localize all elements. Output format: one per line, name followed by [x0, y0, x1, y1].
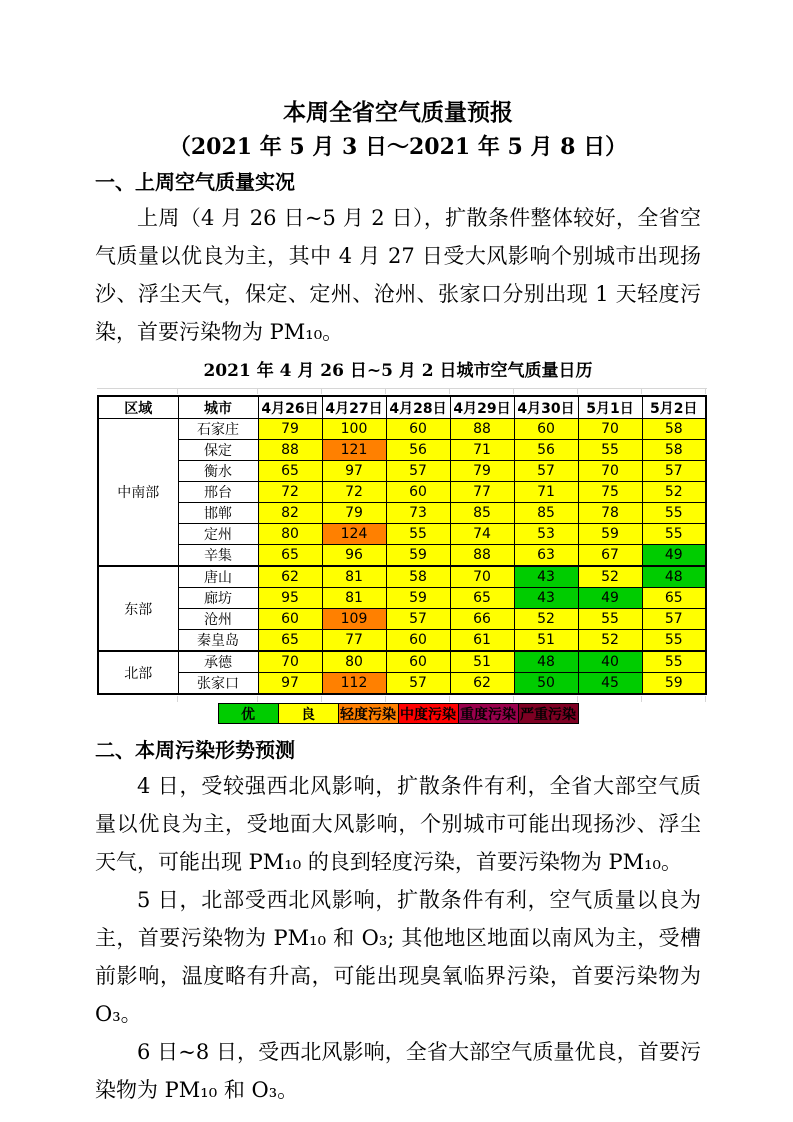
aqi-value-cell: 55 [642, 651, 706, 673]
gridline-stub [321, 388, 322, 394]
aqi-value-cell: 59 [386, 545, 450, 567]
aqi-value-cell: 71 [514, 482, 578, 503]
aqi-value-cell: 63 [514, 545, 578, 567]
aqi-value-cell: 53 [514, 524, 578, 545]
table-row [98, 503, 706, 524]
aqi-value-cell: 81 [322, 588, 386, 609]
aqi-value-cell: 62 [450, 673, 514, 695]
gridline-stub [97, 388, 707, 389]
aqi-value-cell: 51 [450, 651, 514, 673]
aqi-value-cell: 40 [578, 651, 642, 673]
aqi-value-cell: 70 [258, 651, 322, 673]
legend-item: 严重污染 [518, 703, 579, 724]
forecast-paragraph-day4: 4 日，受较强西北风影响，扩散条件有利，全省大部空气质量以优良为主，受地面大风影响，个别城市可能出现扬沙、浮尘天气，可能出现 PM₁₀ 的良到轻度污染，首要污染物为 PM₁₀。 [95, 774, 701, 874]
aqi-value-cell: 60 [258, 609, 322, 630]
table-row [98, 440, 706, 461]
region-group [98, 419, 706, 567]
city-cell: 石家庄 [178, 419, 258, 440]
table-row [98, 630, 706, 652]
aqi-value-cell: 43 [514, 588, 578, 609]
column-header: 5月2日 [642, 396, 706, 419]
aqi-value-cell: 97 [258, 673, 322, 695]
aqi-value-cell: 52 [514, 609, 578, 630]
aqi-value-cell: 66 [450, 609, 514, 630]
table-row [98, 673, 706, 695]
aqi-value-cell: 79 [258, 419, 322, 440]
aqi-value-cell: 79 [322, 503, 386, 524]
aqi-value-cell: 55 [386, 524, 450, 545]
aqi-value-cell: 60 [514, 419, 578, 440]
legend-item: 重度污染 [458, 703, 519, 724]
aqi-value-cell: 50 [514, 673, 578, 695]
legend-item: 轻度污染 [338, 703, 399, 724]
aqi-value-cell: 65 [642, 588, 706, 609]
aqi-value-cell: 60 [386, 630, 450, 652]
gridline-stub [321, 696, 322, 702]
gridline-stub [385, 696, 386, 702]
region-cell: 北部 [98, 651, 178, 694]
table-row [98, 588, 706, 609]
city-cell: 唐山 [178, 566, 258, 588]
aqi-value-cell: 58 [642, 440, 706, 461]
aqi-value-cell: 100 [322, 419, 386, 440]
city-cell: 邢台 [178, 482, 258, 503]
city-cell: 保定 [178, 440, 258, 461]
aqi-value-cell: 77 [450, 482, 514, 503]
gridline-stub [449, 388, 450, 394]
aqi-value-cell: 59 [578, 524, 642, 545]
aqi-value-cell: 70 [450, 566, 514, 588]
aqi-value-cell: 79 [450, 461, 514, 482]
column-header: 4月30日 [514, 396, 578, 419]
table-row [98, 419, 706, 440]
aqi-value-cell: 52 [578, 630, 642, 652]
aqi-legend [95, 703, 701, 724]
table-row [98, 524, 706, 545]
section2-heading: 二、本周污染形势预测 [95, 738, 295, 762]
aqi-value-cell: 55 [642, 630, 706, 652]
aqi-value-cell: 58 [386, 566, 450, 588]
gridline-stub [641, 696, 642, 702]
city-cell: 廊坊 [178, 588, 258, 609]
region-cell: 东部 [98, 566, 178, 651]
aqi-value-cell: 59 [386, 588, 450, 609]
gridline-stub [177, 696, 178, 702]
aqi-value-cell: 85 [514, 503, 578, 524]
gridline-stub [257, 696, 258, 702]
gridline-stub [385, 388, 386, 394]
aqi-value-cell: 55 [642, 524, 706, 545]
gridline-stub [705, 696, 706, 702]
aqi-value-cell: 77 [322, 630, 386, 652]
table-row [98, 545, 706, 567]
table-row [98, 609, 706, 630]
column-header: 4月26日 [258, 396, 322, 419]
gridline-stub [449, 696, 450, 702]
aqi-value-cell: 62 [258, 566, 322, 588]
forecast-paragraph-day6to8: 6 日~8 日，受西北风影响，全省大部空气质量优良，首要污染物为 PM₁₀ 和 O₃。 [95, 1040, 701, 1102]
gridline-stub [705, 388, 706, 394]
table-row [98, 461, 706, 482]
aqi-value-cell: 80 [322, 651, 386, 673]
aqi-value-cell: 57 [642, 461, 706, 482]
aqi-value-cell: 121 [322, 440, 386, 461]
aqi-value-cell: 78 [578, 503, 642, 524]
aqi-value-cell: 70 [578, 461, 642, 482]
city-cell: 衡水 [178, 461, 258, 482]
column-header: 4月27日 [322, 396, 386, 419]
aqi-value-cell: 65 [258, 461, 322, 482]
document-subtitle: （2021 年 5 月 3 日～2021 年 5 月 8 日） [168, 134, 628, 160]
column-header: 4月28日 [386, 396, 450, 419]
aqi-value-cell: 112 [322, 673, 386, 695]
aqi-value-cell: 60 [386, 482, 450, 503]
column-header: 城市 [178, 396, 258, 419]
table-row [98, 566, 706, 588]
aqi-value-cell: 57 [514, 461, 578, 482]
aqi-value-cell: 55 [578, 440, 642, 461]
section1-paragraph: 上周（4 月 26 日~5 月 2 日），扩散条件整体较好，全省空气质量以优良为主，其中 4 月 27 日受大风影响个别城市出现扬沙、浮尘天气，保定、定州、沧州、张家口分别出现 1 天轻度污染，首要污染物为 PM₁₀。 [95, 206, 701, 344]
aqi-value-cell: 57 [642, 609, 706, 630]
region-cell: 中南部 [98, 419, 178, 567]
aqi-value-cell: 97 [322, 461, 386, 482]
region-group [98, 651, 706, 694]
aqi-value-cell: 82 [258, 503, 322, 524]
aqi-value-cell: 65 [450, 588, 514, 609]
calendar-table-wrap [97, 395, 709, 695]
gridline-stub [641, 388, 642, 394]
aqi-value-cell: 88 [450, 545, 514, 567]
aqi-value-cell: 57 [386, 461, 450, 482]
aqi-value-cell: 56 [514, 440, 578, 461]
aqi-value-cell: 65 [258, 630, 322, 652]
aqi-value-cell: 80 [258, 524, 322, 545]
city-cell: 辛集 [178, 545, 258, 567]
aqi-value-cell: 55 [642, 503, 706, 524]
aqi-value-cell: 52 [642, 482, 706, 503]
aqi-value-cell: 55 [578, 609, 642, 630]
aqi-value-cell: 57 [386, 609, 450, 630]
aqi-value-cell: 60 [386, 651, 450, 673]
region-group [98, 566, 706, 651]
gridline-stub [577, 388, 578, 394]
city-cell: 沧州 [178, 609, 258, 630]
aqi-value-cell: 75 [578, 482, 642, 503]
aqi-value-cell: 88 [258, 440, 322, 461]
legend-item: 优 [218, 703, 279, 724]
aqi-value-cell: 109 [322, 609, 386, 630]
aqi-value-cell: 52 [578, 566, 642, 588]
table-row [98, 651, 706, 673]
aqi-value-cell: 49 [578, 588, 642, 609]
aqi-calendar-table [97, 395, 707, 695]
gridline-stub [577, 696, 578, 702]
aqi-value-cell: 72 [258, 482, 322, 503]
aqi-value-cell: 51 [514, 630, 578, 652]
legend-item: 中度污染 [398, 703, 459, 724]
aqi-value-cell: 70 [578, 419, 642, 440]
aqi-value-cell: 61 [450, 630, 514, 652]
aqi-value-cell: 72 [322, 482, 386, 503]
column-header: 区域 [98, 396, 178, 419]
column-header: 5月1日 [578, 396, 642, 419]
city-cell: 承德 [178, 651, 258, 673]
aqi-value-cell: 48 [514, 651, 578, 673]
aqi-value-cell: 81 [322, 566, 386, 588]
aqi-value-cell: 45 [578, 673, 642, 695]
legend-item: 良 [278, 703, 339, 724]
aqi-value-cell: 43 [514, 566, 578, 588]
aqi-value-cell: 65 [258, 545, 322, 567]
forecast-paragraph-day5: 5 日，北部受西北风影响，扩散条件有利，空气质量以良为主，首要污染物为 PM₁₀ 和 O₃; 其他地区地面以南风为主，受槽前影响，温度略有升高，可能出现臭氧临界污染，首要污染物为 O₃。 [95, 888, 701, 1026]
aqi-value-cell: 124 [322, 524, 386, 545]
section1-heading: 一、上周空气质量实况 [95, 170, 295, 194]
aqi-value-cell: 96 [322, 545, 386, 567]
table-row [98, 482, 706, 503]
city-cell: 邯郸 [178, 503, 258, 524]
column-header: 4月29日 [450, 396, 514, 419]
aqi-value-cell: 48 [642, 566, 706, 588]
aqi-value-cell: 58 [642, 419, 706, 440]
city-cell: 张家口 [178, 673, 258, 695]
table-header [98, 396, 706, 419]
aqi-value-cell: 95 [258, 588, 322, 609]
aqi-value-cell: 71 [450, 440, 514, 461]
city-cell: 秦皇岛 [178, 630, 258, 652]
aqi-value-cell: 60 [386, 419, 450, 440]
aqi-value-cell: 49 [642, 545, 706, 567]
aqi-value-cell: 85 [450, 503, 514, 524]
document-title: 本周全省空气质量预报 [283, 100, 513, 126]
calendar-title: 2021 年 4 月 26 日~5 月 2 日城市空气质量日历 [203, 361, 593, 381]
aqi-value-cell: 73 [386, 503, 450, 524]
aqi-value-cell: 74 [450, 524, 514, 545]
aqi-value-cell: 57 [386, 673, 450, 695]
aqi-value-cell: 59 [642, 673, 706, 695]
gridline-stub [513, 388, 514, 394]
gridline-stub [177, 388, 178, 394]
gridline-stub [513, 696, 514, 702]
aqi-value-cell: 67 [578, 545, 642, 567]
gridline-stub [257, 388, 258, 394]
city-cell: 定州 [178, 524, 258, 545]
aqi-value-cell: 88 [450, 419, 514, 440]
aqi-value-cell: 56 [386, 440, 450, 461]
